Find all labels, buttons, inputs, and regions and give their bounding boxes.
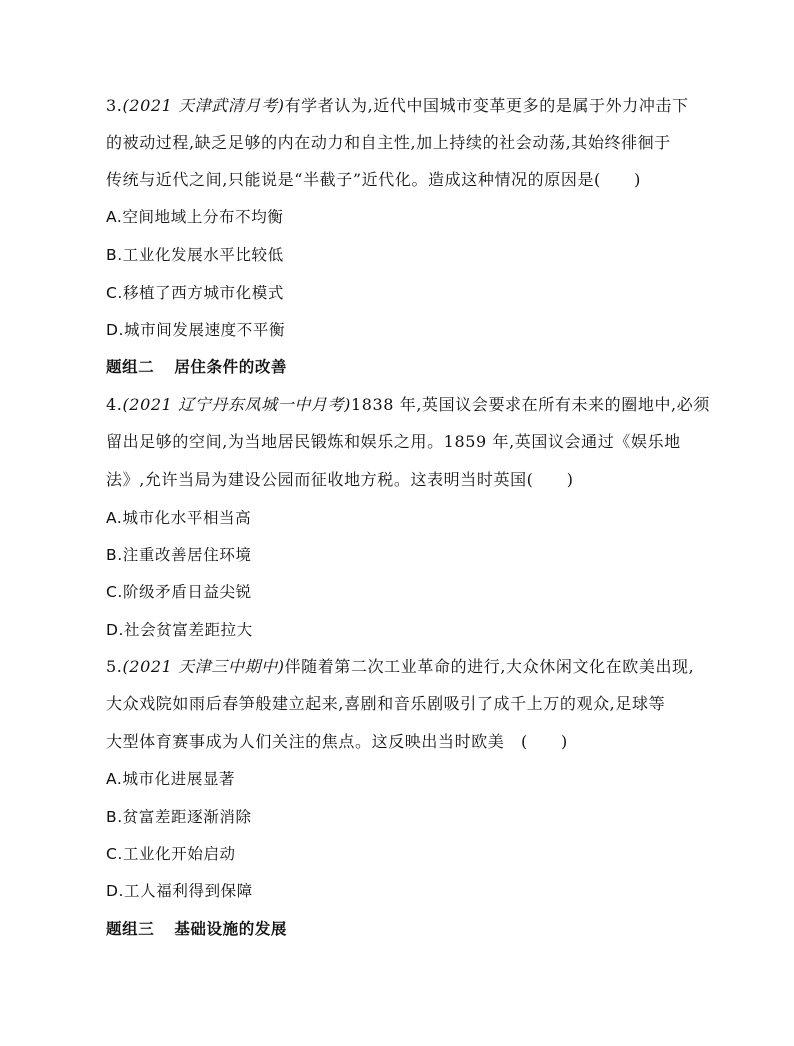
q3-option-c: C.移植了西方城市化模式 — [106, 284, 284, 302]
q4-option-c: C.阶级矛盾日益尖锐 — [106, 583, 252, 601]
q3-line-1 — [106, 95, 689, 117]
group3-title: 基础设施的发展 — [174, 920, 288, 938]
q4-source: (2021 辽宁丹东凤城一中月考) — [122, 395, 351, 414]
q5-line-2: 大众戏院如雨后春笋般建立起来,喜剧和音乐剧吸引了成千上万的观众,足球等 — [106, 694, 666, 713]
q4-line-2: 留出足够的空间,为当地居民锻炼和娱乐之用。1859 年,英国议会通过《娱乐地 — [106, 432, 681, 451]
group3-heading — [106, 918, 287, 940]
q3-option-a: A.空间地域上分布不均衡 — [106, 208, 284, 226]
q3-text-1: 有学者认为,近代中国城市变革更多的是属于外力冲击下 — [284, 96, 689, 115]
q3-line-3: 传统与近代之间,只能说是“半截子”近代化。造成这种情况的原因是( ) — [106, 170, 641, 189]
q5-option-a: A.城市化进展显著 — [106, 770, 236, 788]
q5-source: (2021 天津三中期中) — [122, 657, 285, 676]
q3-option-d: D.城市间发展速度不平衡 — [106, 321, 286, 339]
q5-option-b: B.贫富差距逐渐消除 — [106, 808, 252, 826]
group2-title: 居住条件的改善 — [174, 358, 288, 376]
q5-line-3: 大型体育赛事成为人们关注的焦点。这反映出当时欧美 ( ) — [106, 732, 568, 751]
q5-line-1 — [106, 656, 694, 678]
q4-line-3: 法》,允许当局为建设公园而征收地方税。这表明当时英国( ) — [106, 470, 574, 489]
group2-heading — [106, 356, 287, 378]
q4-option-a: A.城市化水平相当高 — [106, 509, 252, 527]
group3-label: 题组三 — [106, 920, 155, 938]
q5-option-c: C.工业化开始启动 — [106, 845, 236, 863]
q5-text-1: 伴随着第二次工业革命的进行,大众休闲文化在欧美出现, — [284, 657, 695, 676]
q4-option-b: B.注重改善居住环境 — [106, 546, 252, 564]
q4-option-d: D.社会贫富差距拉大 — [106, 621, 253, 639]
q3-line-2: 的被动过程,缺乏足够的内在动力和自主性,加上持续的社会动荡,其始终徘徊于 — [106, 133, 671, 152]
q4-text-1: 1838 年,英国议会要求在所有未来的圈地中,必须 — [350, 395, 710, 414]
q3-source: (2021 天津武清月考) — [122, 96, 285, 115]
q4-line-1 — [106, 394, 710, 416]
q4-number: 4. — [106, 395, 123, 414]
q3-option-b: B.工业化发展水平比较低 — [106, 246, 284, 264]
group2-label: 题组二 — [106, 358, 155, 376]
q3-number: 3. — [106, 96, 123, 115]
q5-number: 5. — [106, 657, 123, 676]
q5-option-d: D.工人福利得到保障 — [106, 882, 253, 900]
